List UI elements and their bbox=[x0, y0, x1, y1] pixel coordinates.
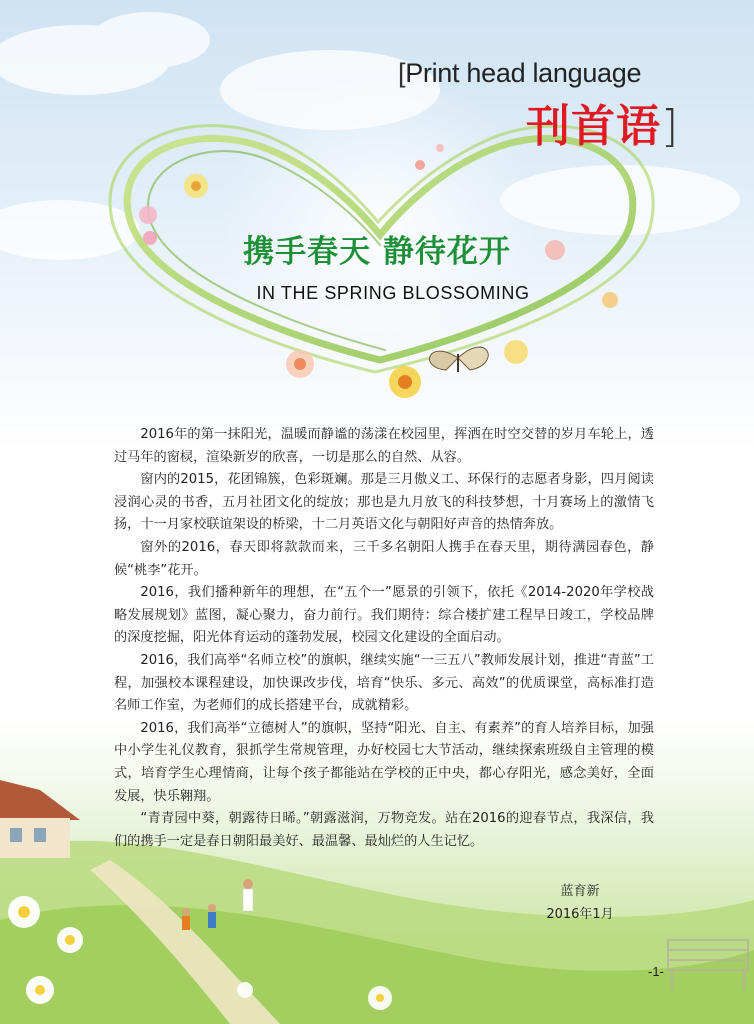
paragraph: 窗内的2015，花团锦簇，色彩斑斓。那是三月傲义工、环保行的志愿者身影，四月阅读浸润心灵的书香，五月社团文化的绽放；那也是九月放飞的科技梦想，十月赛场上的激情飞扬，十一月家校联谊架设的桥梁，十二月英语文化与朝阳好声音的热情奔放。 bbox=[114, 472, 654, 533]
article-title-chinese: 携手春天 静待花开 bbox=[243, 234, 511, 270]
bracket-close: ] bbox=[661, 101, 680, 152]
paragraph: 2016，我们高举“名师立校”的旗帜，继续实施“一三五八”教师发展计划，推进“青蓝”工程，加强校本课程建设，加快课改步伐，培育“快乐、多元、高效”的优质课堂，高标准打造名师工作室，为老师们的成长搭建平台，成就精彩。 bbox=[114, 652, 654, 714]
signature-block bbox=[520, 880, 640, 926]
paragraph: 窗外的2016，春天即将款款而来，三千多名朝阳人携手在春天里，期待满园春色，静候“桃李”花开。 bbox=[114, 539, 654, 578]
paragraph: 2016，我们播种新年的理想，在“五个一”愿景的引领下，依托《2014-2020年学校战略发展规划》蓝图，凝心聚力，奋力前行。我们期待：综合楼扩建工程早日竣工，学校品牌的深度挖掘，阳光体育运动的蓬勃发展，校园文化建设的全面启动。 bbox=[114, 585, 654, 646]
article-title-english: IN THE SPRING BLOSSOMING bbox=[256, 283, 530, 303]
header-chinese-text: 刊首语 bbox=[526, 101, 661, 152]
author-name: 蓝育新 bbox=[560, 884, 600, 899]
paragraph: “青青园中葵，朝露待日晞。”朝露滋润，万物竞发。站在2016的迎春节点，我深信，我们的携手一定是春日朝阳最美好、最温馨、最灿烂的人生记忆。 bbox=[114, 811, 654, 849]
article-date: 2016年1月 bbox=[546, 907, 614, 922]
paragraph: 2016，我们高举“立德树人”的旗帜，坚持“阳光、自主、有素养”的育人培养目标，加强中小学生礼仪教育，狠抓学生常规管理，办好校园七大节活动，继续探索班级自主管理的模式，培育学生心理情商，让每个孩子都能站在学校的正中央，都心存阳光，感念美好，全面发展，快乐翱翔。 bbox=[114, 720, 654, 804]
bracket-open: [ bbox=[398, 58, 406, 88]
header-chinese-label bbox=[526, 90, 680, 152]
page-number: -1- bbox=[648, 964, 664, 979]
header-english-text: Print head language bbox=[405, 58, 642, 88]
header-english-label bbox=[398, 58, 682, 94]
paragraph: 2016年的第一抹阳光，温暖而静谧的荡漾在校园里，挥洒在时空交替的岁月车轮上，透过马年的窗棂，渲染新岁的欣喜，一切是那么的自然、从容。 bbox=[114, 427, 654, 465]
article-body bbox=[114, 424, 654, 853]
house-illustration bbox=[0, 780, 80, 858]
